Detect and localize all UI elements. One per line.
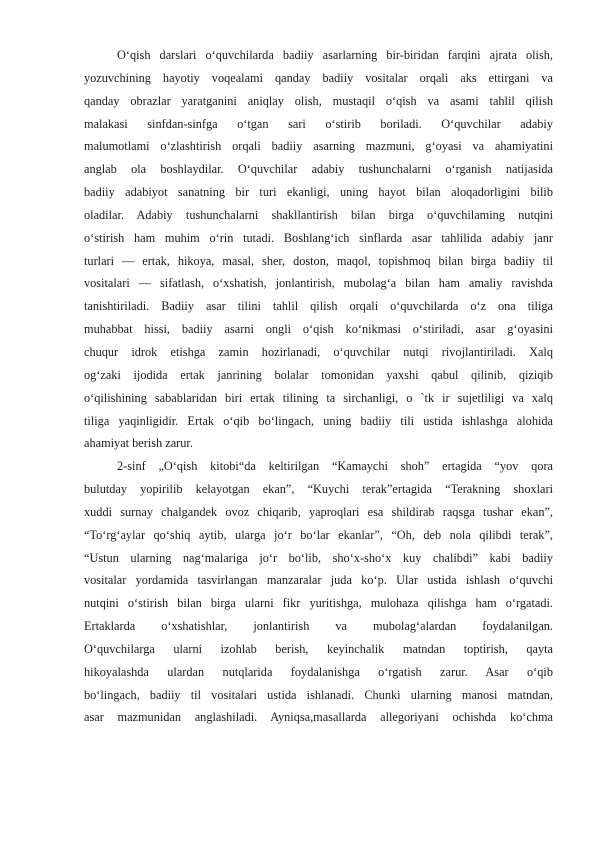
text-line: “To‘rg‘aylar qo‘shiq aytib, ularga jo‘r bo‘lar ekanlar”, “Oh, deb nola qilibdi terak”, bbox=[84, 527, 553, 542]
text-line: hikoyalashda ulardan nutqlarida foydalanishga o‘rgatish zarur. Asar o‘qib bbox=[84, 664, 553, 679]
text-line: ahamiyat berish zarur. bbox=[84, 436, 193, 451]
text-line: oladilar. Adabiy tushunchalarni shakllantirish bilan birga o‘quvchilaming nutqini bbox=[84, 207, 553, 222]
text-line: bulutday yopirilib kelayotgan ekan”, “Kuychi terak”ertagida “Terakning shoxlari bbox=[84, 482, 553, 497]
text-line: O‘quvchilarga ularni izohlab berish, keyinchalik matndan toptirish, qayta bbox=[84, 641, 553, 656]
text-line: qanday obrazlar yaratganini aniqlay olish, mustaqil o‘qish va asami tahlil qilish bbox=[84, 93, 553, 108]
text-line: vositalari — sifatlash, o‘xshatish, jonlantirish, mubolag‘a bilan ham amaliy ravishda bbox=[84, 276, 553, 291]
text-line: “Ustun ularning nag‘malariga jo‘r bo‘lib, sho‘x-sho‘x kuy chalibdi” kabi badiiy bbox=[84, 550, 553, 565]
paragraph-2 bbox=[84, 455, 553, 729]
text-line: muhabbat hissi, badiiy asarni ongli o‘qish ko‘nikmasi o‘stiriladi, asar g‘oyasini bbox=[84, 322, 553, 337]
text-line: o‘qilishining sabablaridan biri ertak tilining ta sirchanligi, o `tk ir sujetliligi va xalq bbox=[84, 390, 553, 405]
text-line: malakasi sinfdan-sinfga o‘tgan sari o‘stirib boriladi. O‘quvchilar adabiy bbox=[84, 116, 553, 131]
text-line: vositalar yordamida tasvirlangan manzaralar juda ko‘p. Ular ustida ishlash o‘quvchi bbox=[84, 573, 553, 588]
text-line: nutqini o‘stirish bilan birga ularni fikr yuritishga, mulohaza qilishga ham o‘rgatadi. bbox=[84, 596, 553, 611]
text-line: o‘stirish ham muhim o‘rin tutadi. Boshlang‘ich sinflarda asar tahlilida adabiy janr bbox=[84, 230, 553, 245]
text-line: chuqur idrok etishga zamin hozirlanadi, o‘quvchilar nutqi rivojlantiriladi. Xalq bbox=[84, 344, 553, 359]
text-line: turlari — ertak, hikoya, masal, sher, doston, maqol, topishmoq bilan birga badiiy til bbox=[84, 253, 553, 268]
text-line: og‘zaki ijodida ertak janrining bolalar tomonidan yaxshi qabul qilinib, qiziqib bbox=[84, 367, 553, 382]
text-line: bo‘lingach, badiiy til vositalari ustida ishlanadi. Chunki ularning manosi matndan, bbox=[84, 687, 553, 702]
paragraph-1 bbox=[84, 44, 553, 455]
text-line: asar mazmunidan anglashiladi. Ayniqsa,masallarda allegoriyani ochishda ko‘chma bbox=[84, 710, 553, 725]
text-line: Ertaklarda o‘xshatishlar, jonlantirish va mubolag‘alardan foydalanilgan. bbox=[84, 619, 553, 634]
text-line: badiiy adabiyot sanatning bir turi ekanligi, uning hayot bilan aloqadorligini bilib bbox=[84, 185, 553, 200]
text-line: tanishtiriladi. Badiiy asar tilini tahlil qilish orqali o‘quvchilarda o‘z ona tiliga bbox=[84, 299, 553, 314]
text-line: tiliga yaqinligidir. Ertak o‘qib bo‘lingach, uning badiiy tili ustida ishlashga alohida bbox=[84, 413, 553, 428]
text-line: 2-sinf „O‘qish kitobi“da keltirilgan “Kamaychi shoh” ertagida “yov qora bbox=[117, 459, 553, 474]
text-line: anglab ola boshlaydilar. O‘quvchilar adabiy tushunchalarni o‘rganish natijasida bbox=[84, 162, 553, 177]
text-line: malumotlami o‘zlashtirish orqali badiiy asarning mazmuni, g‘oyasi va ahamiyatini bbox=[84, 139, 553, 154]
text-line: yozuvchining hayotiy voqealami qanday badiiy vositalar orqali aks ettirgani va bbox=[84, 70, 553, 85]
text-line: xuddi surnay chalgandek ovoz chiqarib, yaproqlari esa shildirab raqsga tushar ekan”, bbox=[84, 504, 553, 519]
text-line: O‘qish darslari o‘quvchilarda badiiy asarlarning bir-biridan farqini ajrata olish, bbox=[117, 48, 553, 62]
document-page bbox=[84, 44, 553, 729]
